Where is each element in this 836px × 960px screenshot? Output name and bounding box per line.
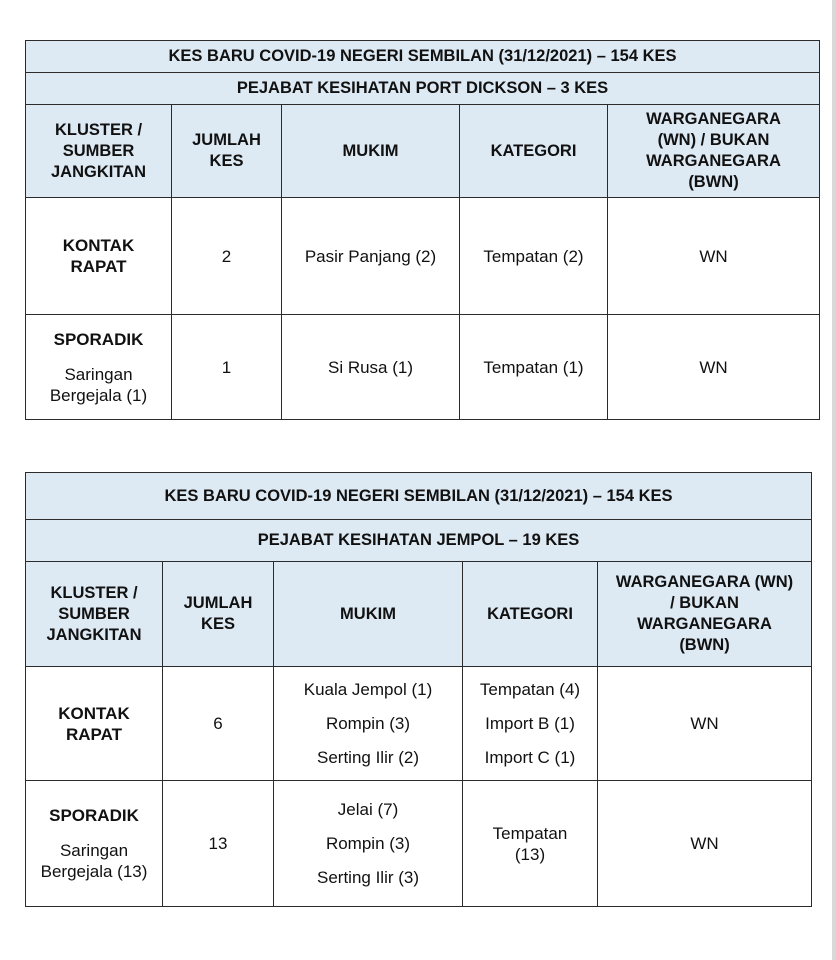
cell-jumlah: 13 [163, 781, 274, 907]
header-kategori: KATEGORI [460, 105, 608, 198]
header-warganegara: WARGANEGARA (WN) / BUKAN WARGANEGARA (BWN) [598, 562, 812, 667]
cell-mukim: Pasir Panjang (2) [282, 198, 460, 315]
cell-kategori: Tempatan (4) Import B (1) Import C (1) [463, 667, 598, 781]
cell-kategori: Tempatan (1) [460, 315, 608, 420]
table-row [26, 781, 812, 907]
header-jumlah-kes: JUMLAH KES [172, 105, 282, 198]
cell-wn: WN [608, 315, 820, 420]
cell-mukim: Si Rusa (1) [282, 315, 460, 420]
cell-mukim: Kuala Jempol (1) Rompin (3) Serting Ilir (2) [274, 667, 463, 781]
cell-jumlah: 2 [172, 198, 282, 315]
table-port-dickson [25, 40, 820, 420]
table-subtitle: PEJABAT KESIHATAN JEMPOL – 19 KES [26, 520, 812, 562]
table-row [26, 315, 820, 420]
cell-kategori: Tempatan (13) [463, 781, 598, 907]
cell-wn: WN [598, 781, 812, 907]
cell-kategori: Tempatan (2) [460, 198, 608, 315]
header-kluster: KLUSTER / SUMBER JANGKITAN [26, 105, 172, 198]
header-kategori: KATEGORI [463, 562, 598, 667]
header-warganegara: WARGANEGARA (WN) / BUKAN WARGANEGARA (BWN) [608, 105, 820, 198]
table-row [26, 198, 820, 315]
table-row [26, 667, 812, 781]
cell-jumlah: 6 [163, 667, 274, 781]
cell-kluster: SPORADIK Saringan Bergejala (13) [26, 781, 163, 907]
table-title: KES BARU COVID-19 NEGERI SEMBILAN (31/12/2021) – 154 KES [26, 473, 812, 520]
cell-jumlah: 1 [172, 315, 282, 420]
cell-kluster: KONTAK RAPAT [26, 198, 172, 315]
header-mukim: MUKIM [274, 562, 463, 667]
table-jempol [25, 472, 812, 907]
table-subtitle: PEJABAT KESIHATAN PORT DICKSON – 3 KES [26, 73, 820, 105]
cell-kluster: SPORADIK Saringan Bergejala (1) [26, 315, 172, 420]
cell-mukim: Jelai (7) Rompin (3) Serting Ilir (3) [274, 781, 463, 907]
table-title: KES BARU COVID-19 NEGERI SEMBILAN (31/12/2021) – 154 KES [26, 41, 820, 73]
cell-wn: WN [608, 198, 820, 315]
header-jumlah-kes: JUMLAH KES [163, 562, 274, 667]
page-edge [832, 0, 836, 960]
cell-kluster: KONTAK RAPAT [26, 667, 163, 781]
cell-wn: WN [598, 667, 812, 781]
header-kluster: KLUSTER / SUMBER JANGKITAN [26, 562, 163, 667]
header-mukim: MUKIM [282, 105, 460, 198]
